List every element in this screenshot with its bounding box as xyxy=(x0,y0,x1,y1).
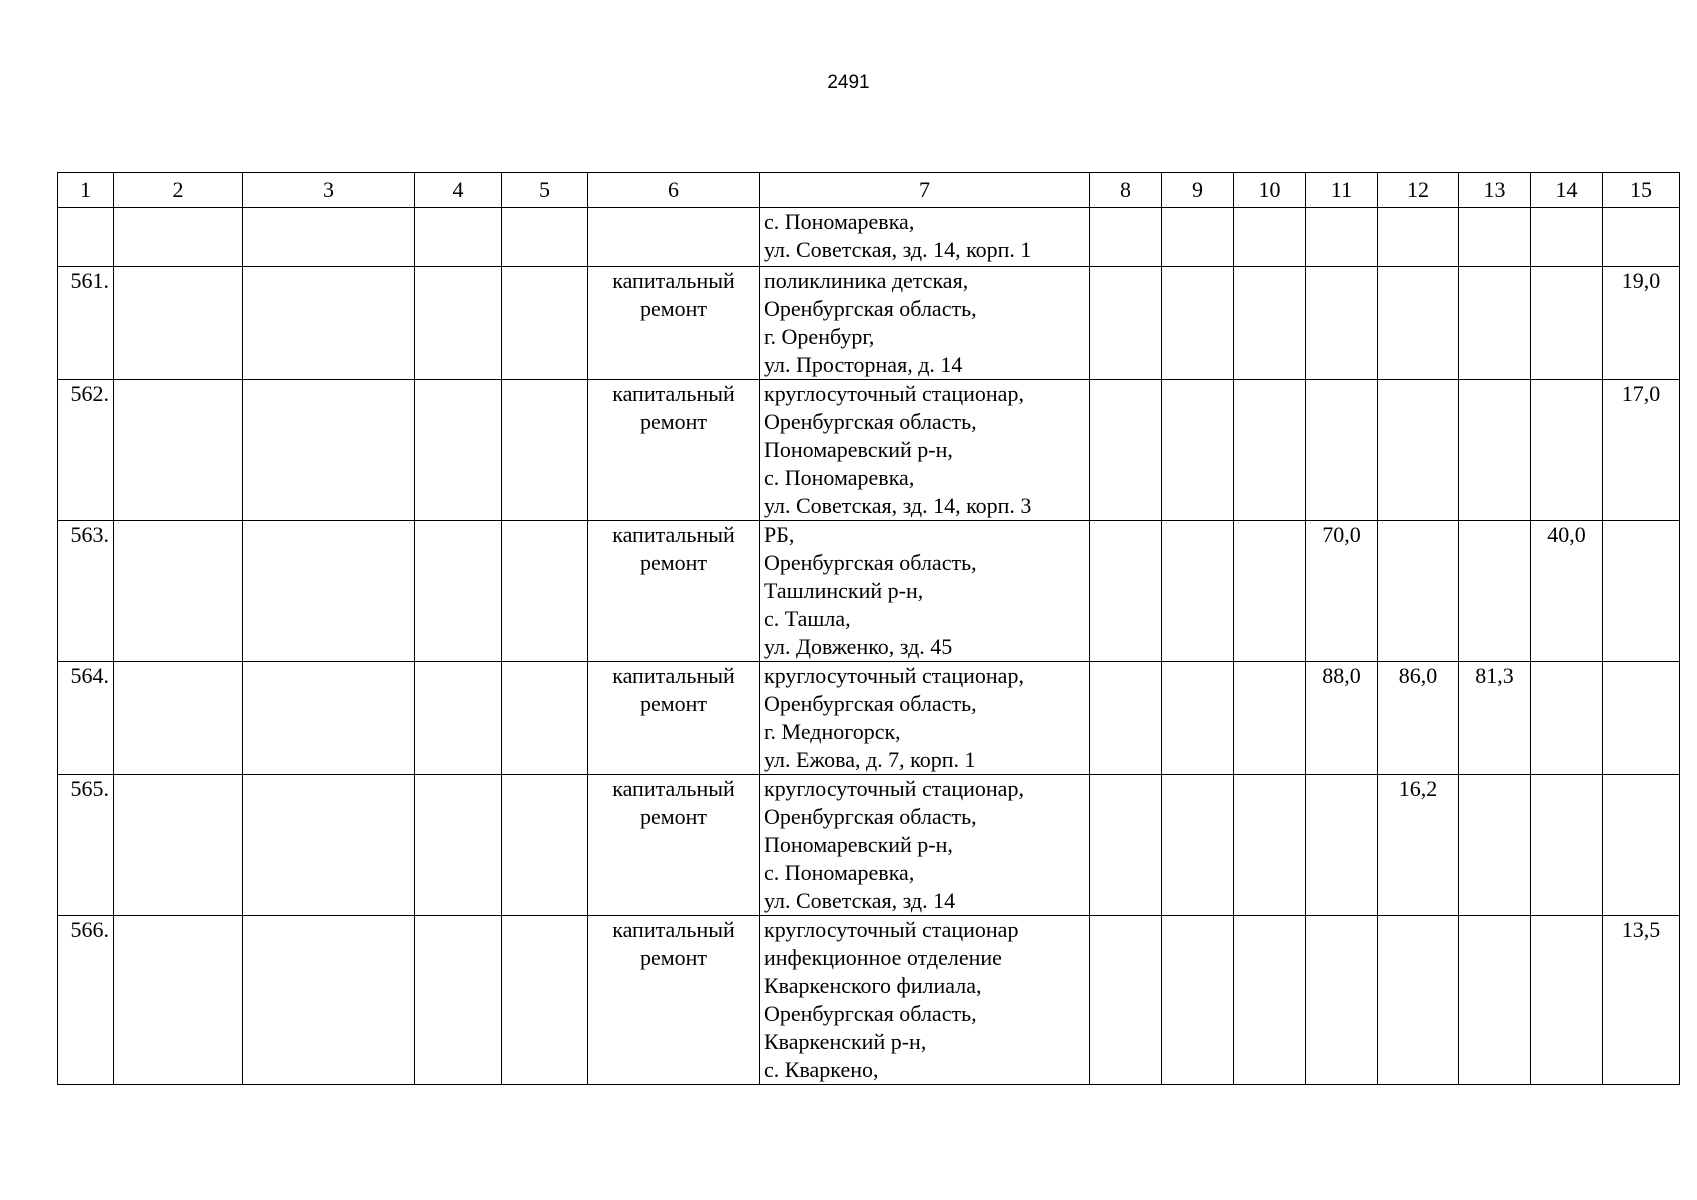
table-row xyxy=(58,521,1680,662)
table-row xyxy=(58,267,1680,380)
column-header: 10 xyxy=(1234,173,1306,208)
row-number: 563. xyxy=(58,521,114,662)
empty-cell xyxy=(415,662,502,775)
work-type-cell xyxy=(588,208,760,267)
value-cell-10 xyxy=(1234,208,1306,267)
column-header: 11 xyxy=(1306,173,1378,208)
value-cell-11 xyxy=(1306,775,1378,916)
empty-cell xyxy=(243,916,415,1085)
table-row xyxy=(58,916,1680,1085)
value-cell-10 xyxy=(1234,916,1306,1085)
value-cell-10 xyxy=(1234,662,1306,775)
value-cell-11 xyxy=(1306,208,1378,267)
column-header: 12 xyxy=(1378,173,1459,208)
empty-cell xyxy=(114,916,243,1085)
empty-cell xyxy=(114,208,243,267)
empty-cell xyxy=(243,662,415,775)
empty-cell xyxy=(502,916,588,1085)
value-cell-14 xyxy=(1531,267,1603,380)
column-header: 8 xyxy=(1090,173,1162,208)
value-cell-9 xyxy=(1162,267,1234,380)
empty-cell xyxy=(502,208,588,267)
value-cell-10 xyxy=(1234,267,1306,380)
value-cell-12: 16,2 xyxy=(1378,775,1459,916)
value-cell-13: 81,3 xyxy=(1459,662,1531,775)
value-cell-8 xyxy=(1090,521,1162,662)
empty-cell xyxy=(502,521,588,662)
column-header: 9 xyxy=(1162,173,1234,208)
row-number: 566. xyxy=(58,916,114,1085)
row-number: 565. xyxy=(58,775,114,916)
value-cell-12 xyxy=(1378,380,1459,521)
work-type-cell: капитальный ремонт xyxy=(588,380,760,521)
object-address-cell: поликлиника детская, Оренбургская область, г. Оренбург, ул. Просторная, д. 14 xyxy=(760,267,1090,380)
value-cell-9 xyxy=(1162,916,1234,1085)
value-cell-13 xyxy=(1459,521,1531,662)
empty-cell xyxy=(415,380,502,521)
empty-cell xyxy=(114,775,243,916)
value-cell-15: 19,0 xyxy=(1603,267,1680,380)
value-cell-15 xyxy=(1603,775,1680,916)
empty-cell xyxy=(415,521,502,662)
value-cell-11 xyxy=(1306,267,1378,380)
column-header: 5 xyxy=(502,173,588,208)
value-cell-12: 86,0 xyxy=(1378,662,1459,775)
value-cell-14 xyxy=(1531,916,1603,1085)
value-cell-14 xyxy=(1531,775,1603,916)
value-cell-15 xyxy=(1603,208,1680,267)
value-cell-10 xyxy=(1234,521,1306,662)
value-cell-13 xyxy=(1459,916,1531,1085)
empty-cell xyxy=(243,775,415,916)
empty-cell xyxy=(502,662,588,775)
value-cell-14 xyxy=(1531,380,1603,521)
empty-cell xyxy=(415,775,502,916)
empty-cell xyxy=(502,775,588,916)
table-row xyxy=(58,775,1680,916)
value-cell-12 xyxy=(1378,916,1459,1085)
column-header: 15 xyxy=(1603,173,1680,208)
value-cell-14: 40,0 xyxy=(1531,521,1603,662)
value-cell-11 xyxy=(1306,916,1378,1085)
value-cell-9 xyxy=(1162,521,1234,662)
column-header: 4 xyxy=(415,173,502,208)
value-cell-13 xyxy=(1459,267,1531,380)
table-row xyxy=(58,208,1680,267)
empty-cell xyxy=(415,267,502,380)
object-address-cell: РБ, Оренбургская область, Ташлинский р-н, с. Ташла, ул. Довженко, зд. 45 xyxy=(760,521,1090,662)
work-type-cell: капитальный ремонт xyxy=(588,775,760,916)
value-cell-8 xyxy=(1090,662,1162,775)
value-cell-13 xyxy=(1459,208,1531,267)
column-header: 3 xyxy=(243,173,415,208)
empty-cell xyxy=(502,267,588,380)
empty-cell xyxy=(243,208,415,267)
empty-cell xyxy=(243,521,415,662)
empty-cell xyxy=(415,916,502,1085)
table-row xyxy=(58,380,1680,521)
work-type-cell: капитальный ремонт xyxy=(588,916,760,1085)
row-number xyxy=(58,208,114,267)
value-cell-13 xyxy=(1459,380,1531,521)
work-type-cell: капитальный ремонт xyxy=(588,267,760,380)
value-cell-11: 70,0 xyxy=(1306,521,1378,662)
column-header: 14 xyxy=(1531,173,1603,208)
value-cell-8 xyxy=(1090,208,1162,267)
value-cell-15: 13,5 xyxy=(1603,916,1680,1085)
value-cell-14 xyxy=(1531,662,1603,775)
value-cell-9 xyxy=(1162,208,1234,267)
object-address-cell: круглосуточный стационар, Оренбургская область, Пономаревский р-н, с. Пономаревка, ул. Советская, зд. 14, корп. 3 xyxy=(760,380,1090,521)
object-address-cell: круглосуточный стационар, Оренбургская область, г. Медногорск, ул. Ежова, д. 7, корп. 1 xyxy=(760,662,1090,775)
page-number: 2491 xyxy=(827,72,870,93)
object-address-cell: круглосуточный стационар, Оренбургская область, Пономаревский р-н, с. Пономаревка, ул. Советская, зд. 14 xyxy=(760,775,1090,916)
value-cell-8 xyxy=(1090,380,1162,521)
value-cell-11 xyxy=(1306,380,1378,521)
value-cell-15 xyxy=(1603,662,1680,775)
value-cell-8 xyxy=(1090,267,1162,380)
value-cell-10 xyxy=(1234,380,1306,521)
value-cell-12 xyxy=(1378,521,1459,662)
value-cell-9 xyxy=(1162,775,1234,916)
value-cell-12 xyxy=(1378,208,1459,267)
value-cell-15 xyxy=(1603,521,1680,662)
empty-cell xyxy=(114,380,243,521)
column-header: 1 xyxy=(58,173,114,208)
value-cell-8 xyxy=(1090,775,1162,916)
empty-cell xyxy=(243,380,415,521)
row-number: 564. xyxy=(58,662,114,775)
object-address-cell: с. Пономаревка, ул. Советская, зд. 14, корп. 1 xyxy=(760,208,1090,267)
value-cell-14 xyxy=(1531,208,1603,267)
work-type-cell: капитальный ремонт xyxy=(588,662,760,775)
empty-cell xyxy=(114,521,243,662)
row-number: 561. xyxy=(58,267,114,380)
value-cell-12 xyxy=(1378,267,1459,380)
empty-cell xyxy=(243,267,415,380)
value-cell-9 xyxy=(1162,662,1234,775)
value-cell-9 xyxy=(1162,380,1234,521)
table-row xyxy=(58,662,1680,775)
data-table xyxy=(57,172,1680,1085)
empty-cell xyxy=(502,380,588,521)
value-cell-13 xyxy=(1459,775,1531,916)
column-header: 7 xyxy=(760,173,1090,208)
empty-cell xyxy=(415,208,502,267)
value-cell-15: 17,0 xyxy=(1603,380,1680,521)
value-cell-8 xyxy=(1090,916,1162,1085)
value-cell-11: 88,0 xyxy=(1306,662,1378,775)
row-number: 562. xyxy=(58,380,114,521)
column-header: 6 xyxy=(588,173,760,208)
header-row xyxy=(58,173,1680,208)
empty-cell xyxy=(114,267,243,380)
column-header: 13 xyxy=(1459,173,1531,208)
value-cell-10 xyxy=(1234,775,1306,916)
column-header: 2 xyxy=(114,173,243,208)
work-type-cell: капитальный ремонт xyxy=(588,521,760,662)
empty-cell xyxy=(114,662,243,775)
object-address-cell: круглосуточный стационар инфекционное отделение Кваркенского филиала, Оренбургская область, Кваркенский р-н, с. Кваркено, xyxy=(760,916,1090,1085)
